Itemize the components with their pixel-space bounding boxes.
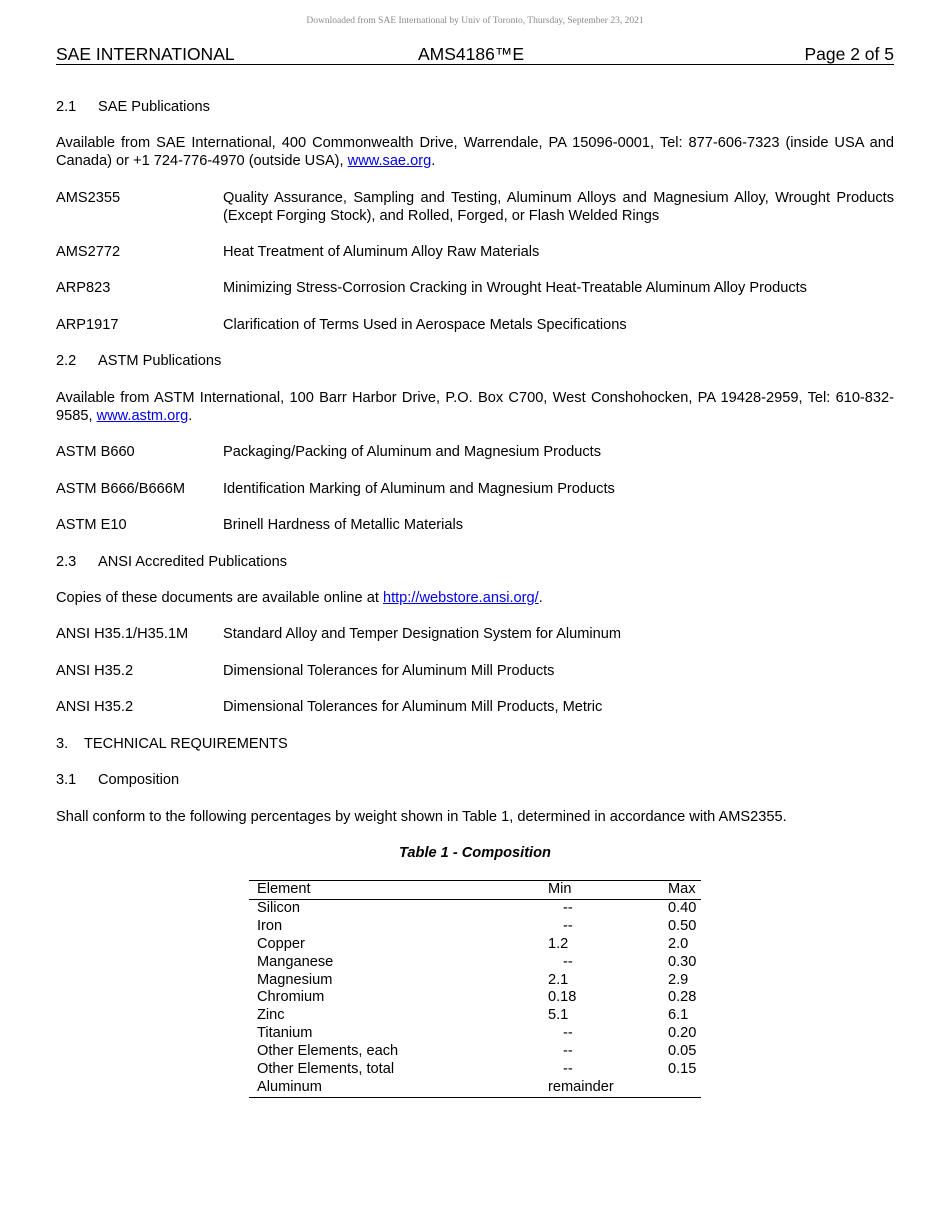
header-doc-id: AMS4186™E [418,44,525,64]
element-cell: Titanium [257,1025,313,1042]
max-cell: 0.15 [668,1061,697,1078]
astm-availability-paragraph [56,389,894,425]
min-cell: -- [563,953,573,970]
max-cell: 0.30 [668,953,697,970]
ref-description: Quality Assurance, Sampling and Testing, Aluminum Alloys and Magnesium Alloy, Wrought Products (Except Forging Stock), and Rolled, Forged, or Flash Welded Rings [223,190,894,224]
ref-description: Minimizing Stress-Corrosion Cracking in Wrought Heat-Treatable Aluminum Alloy Products [223,280,807,296]
paragraph-text: Copies of these documents are available online at [56,590,383,606]
table-row [249,899,701,917]
ref-code: ARP1917 [56,317,119,333]
section-number: 2.1 [56,99,77,115]
section-number: 3. [56,736,69,752]
min-cell: -- [563,1043,573,1060]
max-cell: 6.1 [668,1007,689,1024]
ref-code: AMS2772 [56,244,121,260]
ref-code: ASTM B660 [56,444,135,460]
section-title: ASTM Publications [98,353,222,369]
table-row [249,1079,701,1097]
section-heading-3-1 [56,771,179,789]
ref-code: ASTM B666/B666M [56,481,185,497]
section-heading-2-3 [56,553,287,571]
ref-description: Identification Marking of Aluminum and Magnesium Products [223,481,615,497]
header-org: SAE INTERNATIONAL [56,44,235,64]
page-header [56,44,894,65]
table-row [249,1061,701,1079]
section-number: 2.2 [56,353,77,369]
column-header: Min [548,881,668,900]
ref-code: ANSI H35.1/H35.1M [56,626,189,642]
element-cell: Other Elements, total [257,1061,395,1078]
ref-code: ANSI H35.2 [56,663,134,679]
max-cell: 2.9 [668,971,689,988]
min-cell: -- [563,917,573,934]
section-heading-2-2 [56,352,221,370]
section-title: ANSI Accredited Publications [98,554,288,570]
table-row [249,1025,701,1043]
section-heading-3 [56,735,288,753]
min-cell: -- [563,1061,573,1078]
table-row [249,936,701,954]
download-watermark: Downloaded from SAE International by Univ of Toronto, Thursday, September 23, 2021 [306,16,644,26]
max-cell: 0.05 [668,1043,697,1060]
element-cell: Chromium [257,989,325,1006]
element-cell: Magnesium [257,971,333,988]
table-row [249,1043,701,1061]
composition-paragraph: Shall conform to the following percentages by weight shown in Table 1, determined in accordance with AMS2355. [56,809,787,825]
ref-description: Clarification of Terms Used in Aerospace Metals Specifications [223,317,627,333]
sae-website-link[interactable]: www.sae.org [347,153,432,169]
section-title: Composition [98,772,180,788]
max-cell: 0.20 [668,1025,697,1042]
paragraph-trail: . [188,408,193,424]
min-cell: remainder [548,1078,614,1095]
max-cell: 0.28 [668,989,697,1006]
ref-description: Dimensional Tolerances for Aluminum Mill Products [223,663,555,679]
paragraph-text: Available from SAE International, 400 Commonwealth Drive, Warrendale, PA 15096-0001, Tel: 877-606-7323 (inside USA and Canada) or +1 724-776-4970 (outside USA), [56,135,894,169]
min-cell: 0.18 [548,989,577,1006]
table-row [249,989,701,1007]
astm-website-link[interactable]: www.astm.org [96,408,189,424]
composition-table [249,880,701,1098]
ref-code: ANSI H35.2 [56,699,134,715]
ref-code: ARP823 [56,280,111,296]
element-cell: Manganese [257,953,334,970]
ref-description: Brinell Hardness of Metallic Materials [223,517,464,533]
ref-description: Packaging/Packing of Aluminum and Magnesium Products [223,444,602,460]
min-cell: 2.1 [548,971,569,988]
paragraph-trail: . [431,153,436,169]
ansi-availability-paragraph [56,589,894,607]
max-cell: 0.40 [668,899,697,916]
table-row [249,1007,701,1025]
table-caption: Table 1 - Composition [399,845,551,861]
table-row [249,972,701,990]
column-header: Max [668,881,701,900]
paragraph-trail: . [538,590,543,606]
ref-code: ASTM E10 [56,517,127,533]
element-cell: Copper [257,935,305,952]
section-title: TECHNICAL REQUIREMENTS [84,736,288,752]
ansi-webstore-link[interactable]: http://webstore.ansi.org/ [382,590,539,606]
min-cell: 5.1 [548,1007,569,1024]
section-number: 2.3 [56,554,77,570]
min-cell: -- [563,899,573,916]
element-cell: Silicon [257,899,300,916]
section-title: SAE Publications [98,99,210,115]
element-cell: Iron [257,917,283,934]
table-row [249,954,701,972]
ref-description: Heat Treatment of Aluminum Alloy Raw Materials [223,244,540,260]
header-page-number: Page 2 of 5 [804,44,894,64]
min-cell: 1.2 [548,935,569,952]
table-header-row [249,881,701,900]
element-cell: Other Elements, each [257,1043,399,1060]
ref-description: Standard Alloy and Temper Designation System for Aluminum [223,626,622,642]
column-header: Element [249,881,548,900]
ref-description: Dimensional Tolerances for Aluminum Mill Products, Metric [223,699,603,715]
section-number: 3.1 [56,772,77,788]
section-heading-2-1 [56,98,210,116]
element-cell: Zinc [257,1007,285,1024]
ref-code: AMS2355 [56,190,121,206]
paragraph-text: Available from ASTM International, 100 Barr Harbor Drive, P.O. Box C700, West Conshohocken, PA 19428-2959, Tel: 610-832-9585, [56,390,894,424]
table-row [249,918,701,936]
element-cell: Aluminum [257,1078,322,1095]
max-cell [668,1079,701,1097]
sae-availability-paragraph [56,134,894,170]
min-cell: -- [563,1025,573,1042]
max-cell: 2.0 [668,935,689,952]
max-cell: 0.50 [668,917,697,934]
